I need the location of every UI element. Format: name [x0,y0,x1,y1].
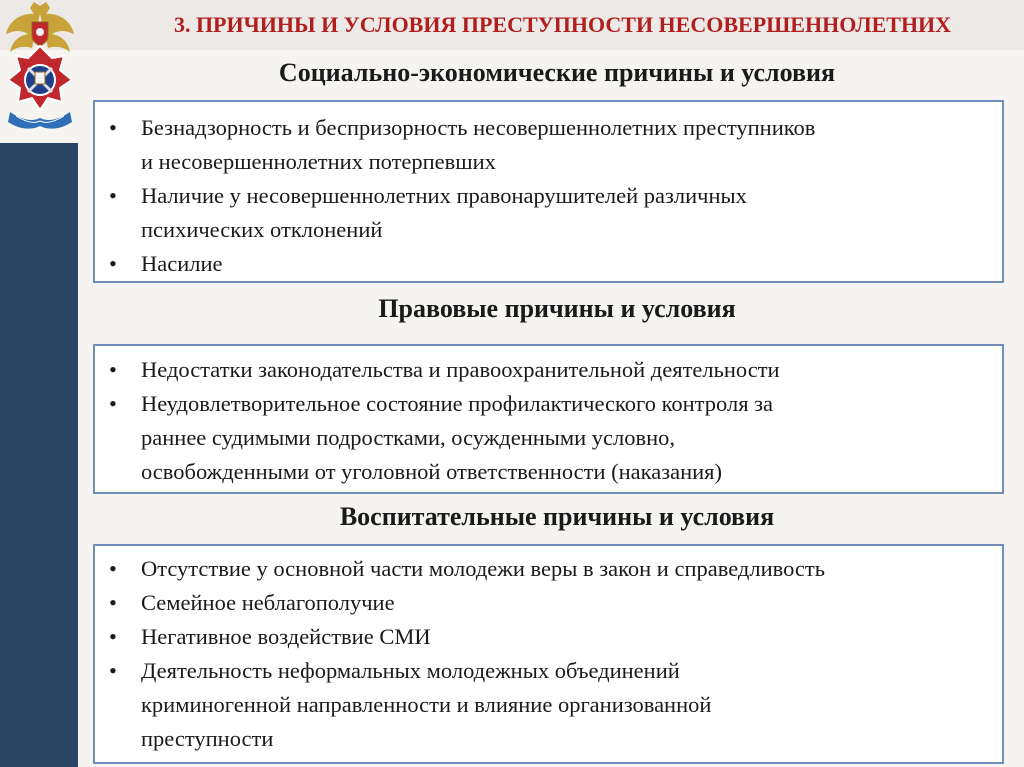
list-item-text: Отсутствие у основной части молодежи веры в закон и справедливость [141,556,825,581]
bullet-icon: • [109,624,117,649]
list-legal [95,353,1002,489]
list-item-text: Неудовлетворительное состояние профилактического контроля за раннее судимыми подростками, осужденными условно, освобожденными от уголовной ответственности (наказания) [141,391,774,484]
police-academy-emblem-icon [2,0,78,135]
list-item [95,179,1002,247]
list-item [95,387,1002,489]
box-legal [93,344,1004,494]
bullet-icon: • [109,590,117,615]
list-item [95,552,1002,586]
list-item [95,654,1002,756]
list-socio-economic [95,111,1002,281]
box-educational [93,544,1004,764]
list-item-text: Наличие у несовершеннолетних правонарушителей различных психических отклонений [141,183,747,242]
list-item [95,586,1002,620]
bullet-icon: • [109,391,117,416]
bullet-icon: • [109,115,117,140]
bullet-icon: • [109,357,117,382]
list-item [95,247,1002,281]
list-item-text: Семейное неблагополучие [141,590,395,615]
bullet-icon: • [109,251,117,276]
section-heading-socio-economic: Социально-экономические причины и условия [278,58,836,87]
list-item-text: Деятельность неформальных молодежных объединений криминогенной направленности и влияние организованной преступности [141,658,712,751]
bullet-icon: • [109,183,117,208]
list-item [95,353,1002,387]
sidebar-strip [0,143,78,767]
bullet-icon: • [109,556,117,581]
list-item-text: Насилие [141,251,223,276]
section-heading-legal: Правовые причины и условия [378,294,736,323]
list-item-text: Негативное воздействие СМИ [141,624,431,649]
list-educational [95,552,1002,756]
list-item-text: Недостатки законодательства и правоохранительной деятельности [141,357,780,382]
list-item-text: Безнадзорность и беспризорность несовершеннолетних преступников и несовершеннолетних потерпевших [141,115,816,174]
bullet-icon: • [109,658,117,683]
list-item [95,111,1002,179]
list-item [95,620,1002,654]
box-socio-economic [93,100,1004,283]
section-heading-educational: Воспитательные причины и условия [339,502,775,531]
slide-title: 3. ПРИЧИНЫ И УСЛОВИЯ ПРЕСТУПНОСТИ НЕСОВЕРШЕННОЛЕТНИХ [173,12,952,37]
